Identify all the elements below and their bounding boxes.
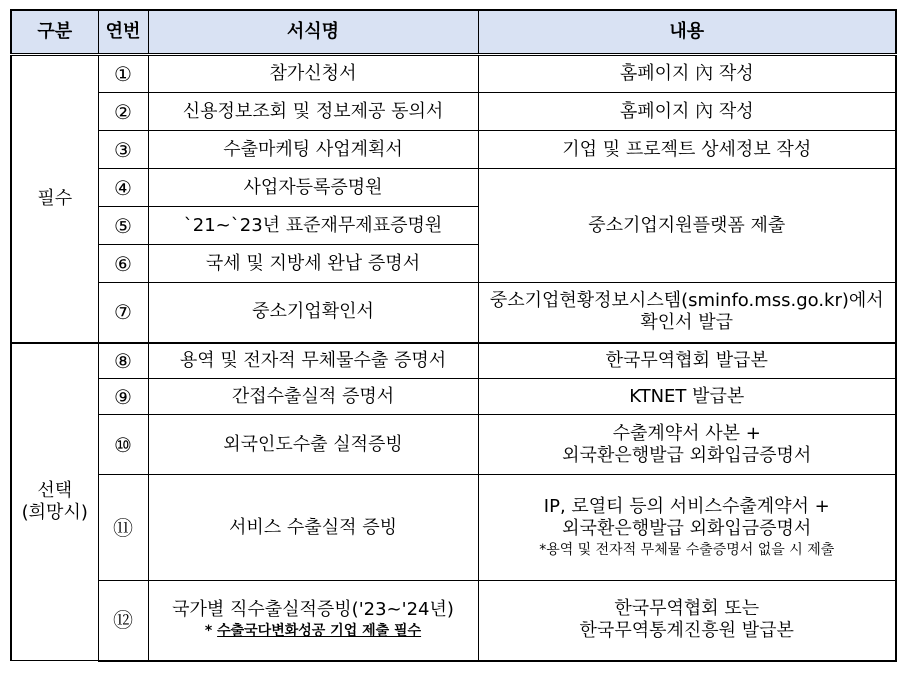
row-form-name: 신용정보조회 및 정보제공 동의서 [148, 93, 478, 131]
row-number: ② [98, 93, 148, 131]
table-row [11, 93, 896, 131]
row-form-name: 참가신청서 [148, 55, 478, 93]
row-content-line: 확인서 발급 [640, 312, 734, 334]
table-row [11, 475, 896, 581]
required-forms-table [10, 9, 897, 662]
group-optional-line: (희망시) [21, 501, 88, 523]
row-form-name: 국세 및 지방세 완납 증명서 [148, 245, 478, 283]
row-content: 홈페이지 內 작성 [478, 55, 896, 93]
header-form-name: 서식명 [148, 10, 478, 55]
row-number: ⑫ [98, 581, 148, 661]
row-content: 기업 및 프로젝트 상세정보 작성 [478, 131, 896, 169]
row-form-name: 간접수출실적 증명서 [148, 379, 478, 415]
table-row [11, 55, 896, 93]
row-content [478, 283, 896, 343]
row-number: ⑤ [98, 207, 148, 245]
row-content-note: *용역 및 전자적 무체물 수출증명서 없을 시 제출 [539, 541, 835, 558]
row-form-name: 사업자등록증명원 [148, 169, 478, 207]
row-content [478, 415, 896, 475]
row-number: ③ [98, 131, 148, 169]
header-number: 연번 [98, 10, 148, 55]
group-required: 필수 [11, 55, 98, 343]
row-number: ⑨ [98, 379, 148, 415]
row-content [478, 581, 896, 661]
row-number: ① [98, 55, 148, 93]
row-number: ⑥ [98, 245, 148, 283]
table-row [11, 415, 896, 475]
table-row [11, 131, 896, 169]
group-optional-line: 선택 [37, 479, 73, 501]
row-content: 홈페이지 內 작성 [478, 93, 896, 131]
row-form-note-prefix: * [204, 623, 218, 640]
row-content-line: 외국환은행발급 외화입금증명서 [562, 517, 812, 539]
table-row [11, 283, 896, 343]
row-content-line: 외국환은행발급 외화입금증명서 [562, 444, 812, 466]
row-number: ④ [98, 169, 148, 207]
header-content: 내용 [478, 10, 896, 55]
row-number: ⑧ [98, 343, 148, 379]
row-form-name: 외국인도수출 실적증빙 [148, 415, 478, 475]
document-sheet [10, 9, 897, 662]
row-content-line: 중소기업현황정보시스템(sminfo.mss.go.kr)에서 [489, 290, 884, 312]
header-row [11, 10, 896, 55]
table-row [11, 343, 896, 379]
row-content-line: 수출계약서 사본 + [612, 422, 761, 444]
row-form-name [148, 581, 478, 661]
row-form-note-text: 수출국다변화성공 기업 제출 필수 [217, 623, 422, 640]
row-form-line: 국가별 직수출실적증빙('23~'24년) [172, 599, 454, 621]
row-form-name: 용역 및 전자적 무체물수출 증명서 [148, 343, 478, 379]
row-content: KTNET 발급본 [478, 379, 896, 415]
row-form-name: 수출마케팅 사업계획서 [148, 131, 478, 169]
row-content: 한국무역협회 발급본 [478, 343, 896, 379]
row-form-name: 중소기업확인서 [148, 283, 478, 343]
header-category: 구분 [11, 10, 98, 55]
row-form-name: 서비스 수출실적 증빙 [148, 475, 478, 581]
table-row [11, 379, 896, 415]
row-form-name: `21~`23년 표준재무제표증명원 [148, 207, 478, 245]
table-row [11, 169, 896, 207]
row-content-line: IP, 로열티 등의 서비스수출계약서 + [543, 495, 830, 517]
row-number: ⑩ [98, 415, 148, 475]
row-content-line: 한국무역협회 또는 [614, 598, 760, 620]
row-number: ⑪ [98, 475, 148, 581]
row-number: ⑦ [98, 283, 148, 343]
table-row [11, 581, 896, 661]
row-content: 중소기업지원플랫폼 제출 [478, 169, 896, 283]
row-form-note [151, 621, 476, 641]
row-content [478, 475, 896, 581]
group-optional [11, 343, 98, 661]
row-content-line: 한국무역통계진흥원 발급본 [579, 620, 794, 642]
